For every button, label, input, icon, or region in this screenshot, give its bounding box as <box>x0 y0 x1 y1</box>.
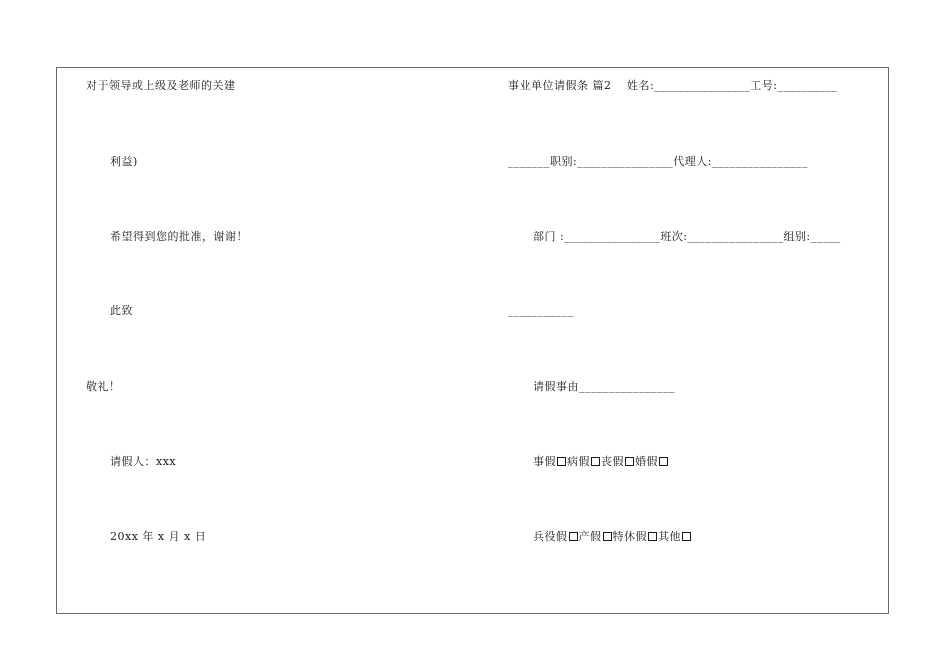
leave-type-label: 兵役假 <box>533 530 568 543</box>
checkbox[interactable] <box>648 532 657 541</box>
text-line-applicant: 请假人：xxx <box>110 455 177 468</box>
form-line-blank: ___________ <box>508 304 574 317</box>
form-line-position-agent: _______职别:________________代理人:________________ <box>508 155 808 168</box>
text-line-salute: 敬礼！ <box>86 380 121 393</box>
checkbox[interactable] <box>569 532 578 541</box>
checkbox[interactable] <box>557 457 566 466</box>
leave-type-label: 婚假 <box>635 455 658 468</box>
checkbox[interactable] <box>659 457 668 466</box>
text-line-greeting: 此致 <box>110 304 133 317</box>
leave-type-label: 丧假 <box>601 455 624 468</box>
form-title-name-id: 事业单位请假条 篇2 姓名:________________工号:__________ <box>508 79 838 92</box>
text-line-leader-interest: 对于领导或上级及老师的关建 <box>86 79 236 92</box>
checkbox[interactable] <box>625 457 634 466</box>
leave-types-row-1 <box>533 455 669 469</box>
leave-type-label: 病假 <box>567 455 590 468</box>
leave-type-label: 特休假 <box>612 530 647 543</box>
checkbox[interactable] <box>591 457 600 466</box>
checkbox[interactable] <box>603 532 612 541</box>
form-line-dept-shift-group: 部门 :________________班次:________________组别:_____ <box>533 230 841 243</box>
leave-type-label: 其他 <box>658 530 681 543</box>
leave-types-row-2 <box>533 530 692 544</box>
text-line-date: 20xx 年 x 月 x 日 <box>110 530 207 543</box>
checkbox[interactable] <box>682 532 691 541</box>
leave-type-label: 事假 <box>533 455 556 468</box>
form-line-reason: 请假事由________________ <box>533 380 675 393</box>
text-line-interest: 利益) <box>110 155 138 168</box>
leave-type-label: 产假 <box>578 530 602 543</box>
text-line-hope-approval: 希望得到您的批准，谢谢！ <box>110 230 248 243</box>
